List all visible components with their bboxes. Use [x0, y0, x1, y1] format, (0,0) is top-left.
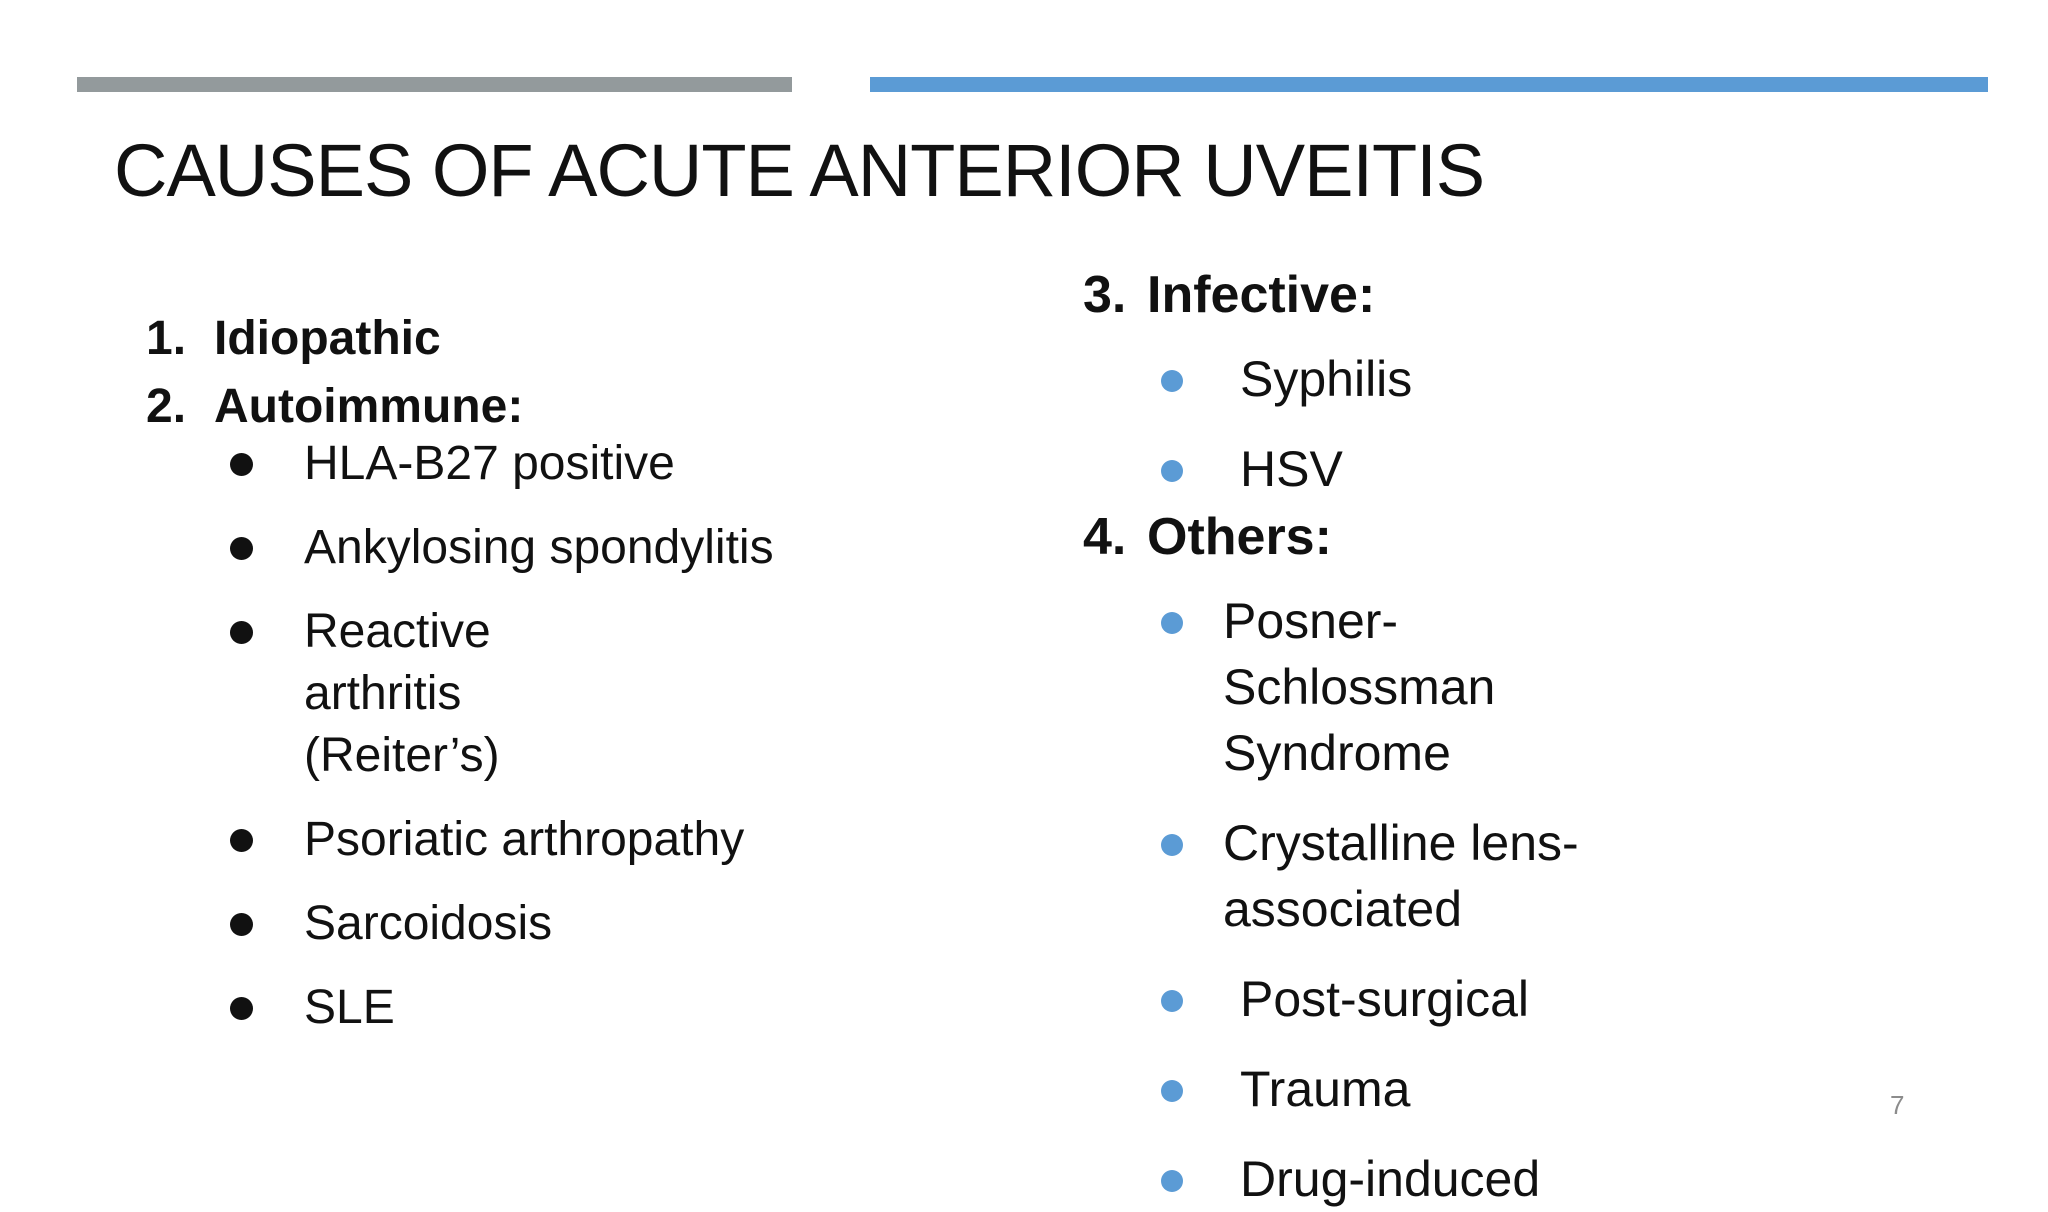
list-number: 1. — [146, 312, 187, 365]
bullet-dot — [1161, 1170, 1183, 1192]
list-number: 3. — [1083, 266, 1127, 324]
autoimmune-list — [146, 433, 846, 1039]
cause-heading-autoimmune — [146, 373, 846, 441]
bullet-dot — [230, 829, 253, 852]
list-item: HLA-B27 positive — [146, 433, 846, 495]
cause-heading-others — [1083, 502, 1903, 572]
bullet-dot — [1161, 370, 1183, 392]
list-item: Post-surgical — [1083, 966, 1903, 1032]
slide-page-number: 7 — [1890, 1090, 1905, 1120]
bullet-dot — [1161, 990, 1183, 1012]
bullet-dot — [1161, 612, 1183, 634]
left-column — [146, 305, 846, 1061]
list-item: Syphilis — [1083, 346, 1903, 412]
bullet-dot — [230, 997, 253, 1020]
list-item: Reactive arthritis (Reiter’s) — [146, 601, 634, 787]
heading-label: Autoimmune: — [214, 380, 524, 433]
list-item: HSV — [1083, 436, 1903, 502]
bullet-dot — [230, 913, 253, 936]
list-item: Crystalline lens-associated — [1083, 810, 1643, 942]
infective-list — [1083, 346, 1903, 502]
list-item: Trauma — [1083, 1056, 1903, 1122]
bullet-dot — [1161, 834, 1183, 856]
right-column — [1083, 260, 1903, 1212]
list-item: Psoriatic arthropathy — [146, 809, 846, 871]
list-item: Drug-induced — [1083, 1146, 1903, 1212]
list-item: Ankylosing spondylitis — [146, 517, 846, 579]
heading-label: Infective: — [1147, 266, 1376, 324]
heading-label: Idiopathic — [214, 312, 441, 365]
list-item: Posner-Schlossman Syndrome — [1083, 588, 1663, 786]
accent-rule-grey — [77, 77, 792, 92]
heading-label: Others: — [1147, 508, 1332, 566]
bullet-dot — [230, 621, 253, 644]
bullet-dot — [1161, 1080, 1183, 1102]
accent-rule-blue — [870, 77, 1988, 92]
cause-heading-idiopathic — [146, 305, 846, 373]
bullet-dot — [230, 537, 253, 560]
cause-heading-infective — [1083, 260, 1903, 330]
others-list — [1083, 588, 1903, 1212]
list-number: 2. — [146, 380, 187, 433]
list-number: 4. — [1083, 508, 1127, 566]
slide-title: CAUSES OF ACUTE ANTERIOR UVEITIS — [114, 129, 1485, 212]
bullet-dot — [1161, 460, 1183, 482]
bullet-dot — [230, 453, 253, 476]
list-item: SLE — [146, 977, 846, 1039]
list-item: Sarcoidosis — [146, 893, 846, 955]
